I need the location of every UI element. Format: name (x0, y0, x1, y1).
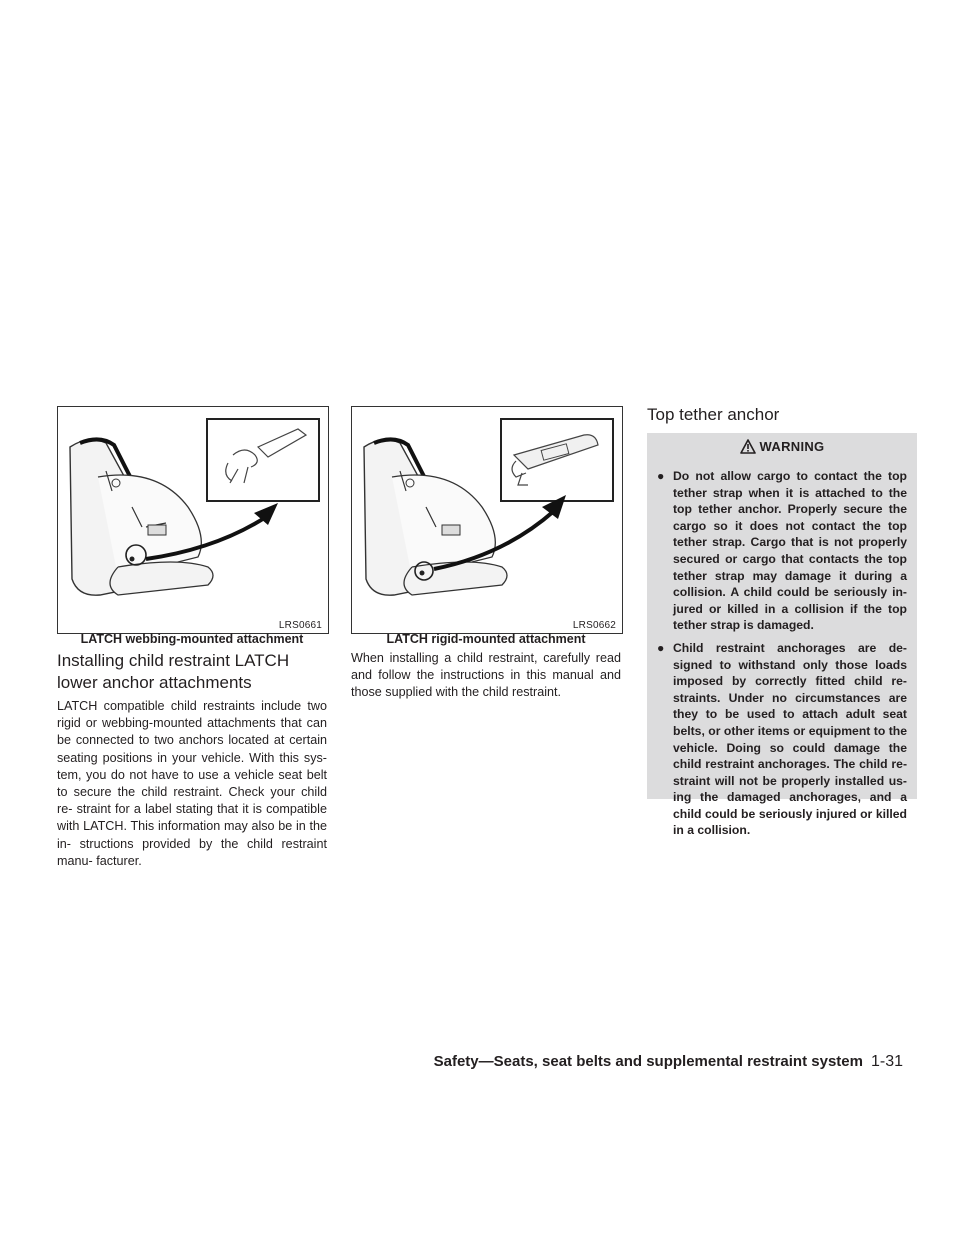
figure-caption: LATCH webbing-mounted attachment (80, 632, 304, 646)
page-footer (434, 1053, 903, 1071)
warning-box (647, 433, 917, 838)
warning-title: WARNING (759, 439, 825, 454)
warning-header (647, 433, 917, 460)
figure-latch-webbing (57, 406, 329, 634)
warning-item (655, 640, 907, 839)
installation-paragraph: When installing a child restraint, carefully read and follow the instructions in this manual and those supplied with the child restraint. (351, 651, 621, 700)
seat-rigid-illustration (352, 407, 622, 633)
latch-paragraph: LATCH compatible child restraints include two rigid or webbing-mounted attachments that can be connected to two anchors located at certain seating positions in your vehicle. With this sys- tem, you do not have to use a vehicle seat belt to secure the child restraint. Check your child re- straint for a label stating that it is compatible with LATCH. This information may also be in the in- structions provided by the child restraint manu- facturer. (57, 699, 327, 868)
figure-caption: LATCH rigid-mounted attachment (386, 632, 586, 646)
figure-code: LRS0661 (278, 620, 322, 631)
seat-webbing-illustration (58, 407, 328, 633)
warning-item (655, 468, 907, 634)
warning-text: Child restraint anchorages are de- signed to withstand only those loads imposed by correctly fitted child re- straints. Under no circumstances are they to be used to attach adult seat belts, or other items or equipment to the vehicle. Doing so could damage the child restraint anchorages. The child re- straint will not be properly installed us- ing the damaged anchorages, and a child could be seriously injured or killed in a collision. (673, 640, 907, 838)
bullet-icon: ● (657, 640, 665, 655)
warning-list (647, 460, 917, 839)
section-heading-latch: Installing child restraint LATCH lower anchor attachments (57, 651, 290, 692)
warning-text: Do not allow cargo to contact the top tether strap when it is attached to the top tether anchor. Properly secure the cargo so it does not contact the top tether strap. Cargo that is not properly secured or cargo that contacts the top tether strap may damage it during a collision. A child could be seriously in- jured or killed in a collision if the top tether strap is damaged. (673, 469, 907, 633)
warning-triangle-icon (740, 439, 756, 454)
page-number: 1-31 (870, 1053, 903, 1070)
figure-latch-rigid (351, 406, 623, 634)
footer-section-title: Safety—Seats, seat belts and supplemental restraint system (433, 1053, 863, 1070)
section-heading-top-tether: Top tether anchor (647, 405, 780, 424)
figure-code: LRS0662 (572, 620, 616, 631)
bullet-icon: ● (657, 469, 665, 483)
